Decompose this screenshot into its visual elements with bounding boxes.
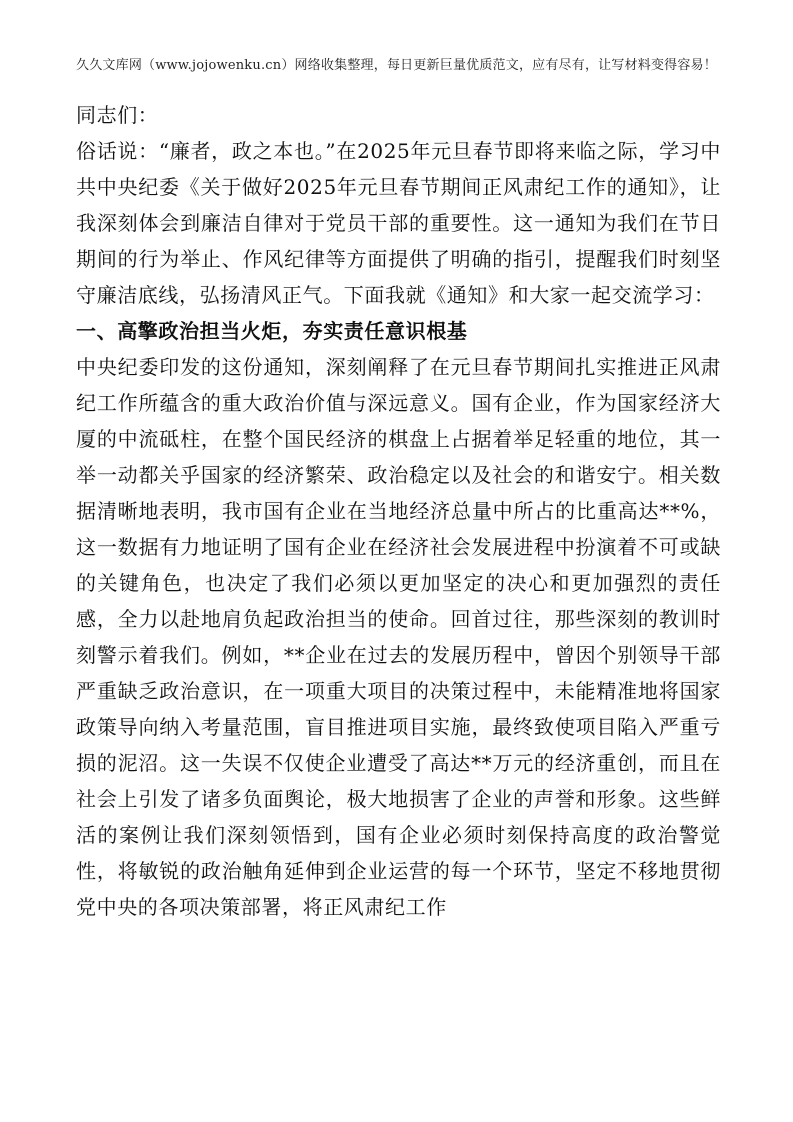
section-1-paragraph: 中央纪委印发的这份通知，深刻阐释了在元旦春节期间扎实推进正风肃纪工作所蕴含的重大政治价值与深远意义。国有企业，作为国家经济大厦的中流砥柱，在整个国民经济的棋盘上占据着举足轻重的地位，其一举一动都关乎国家的经济繁荣、政治稳定以及社会的和谐安宁。相关数据清晰地表明，我市国有企业在当地经济总量中所占的比重高达**%，这一数据有力地证明了国有企业在经济社会发展进程中扮演着不可或缺的关键角色，也决定了我们必须以更加坚定的决心和更加强烈的责任感，全力以赴地肩负起政治担当的使命。回首过往，那些深刻的教训时刻警示着我们。例如，**企业在过去的发展历程中，曾因个别领导干部严重缺乏政治意识，在一项重大项目的决策过程中，未能精准地将国家政策导向纳入考量范围，盲目推进项目实施，最终致使项目陷入严重亏损的泥沼。这一失误不仅使企业遭受了高达**万元的经济重创，而且在社会上引发了诸多负面舆论，极大地损害了企业的声誉和形象。这些鲜活的案例让我们深刻领悟到，国有企业必须时刻保持高度的政治警觉性，将敏锐的政治触角延伸到企业运营的每一个环节，坚定不移地贯彻党中央的各项决策部署，将正风肃纪工作 <box>76 355 721 919</box>
intro-paragraph: 俗话说：“廉者，政之本也。”在2025年元旦春节即将来临之际，学习中共中央纪委《关于做好2025年元旦春节期间正风肃纪工作的通知》，让我深刻体会到廉洁自律对于党员干部的重要性。这一通知为我们在节日期间的行为举止、作风纪律等方面提供了明确的指引，提醒我们时刻坚守廉洁底线，弘扬清风正气。下面我就《通知》和大家一起交流学习： <box>76 139 721 307</box>
section-1-heading: 一、高擎政治担当火炬，夯实责任意识根基 <box>76 319 468 343</box>
salutation: 同志们： <box>76 103 159 127</box>
header-watermark-note: 久久文库网（www.jojowenku.cn）网络收集整理，每日更新巨量优质范文，应有尽有，让写材料变得容易！ <box>76 58 717 73</box>
document-body <box>76 97 721 925</box>
